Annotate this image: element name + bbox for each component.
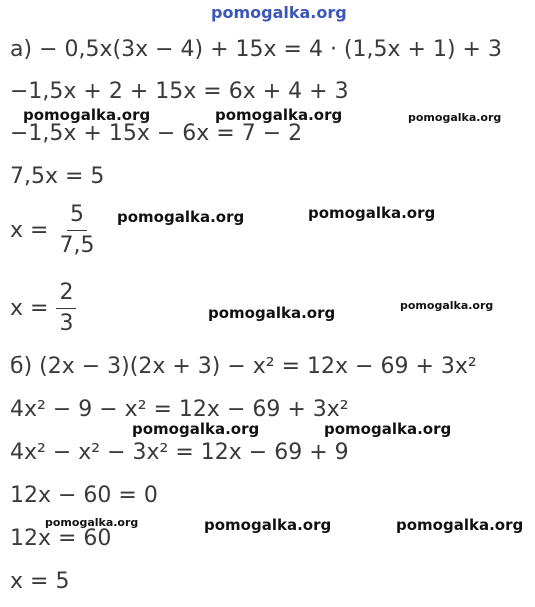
watermark-top: pomogalka.org	[211, 3, 347, 22]
watermark: pomogalka.org	[132, 420, 260, 438]
watermark: pomogalka.org	[400, 299, 494, 312]
watermark: pomogalka.org	[324, 420, 452, 438]
equation-b-line-1-text: (2x − 3)(2x + 3) − x² = 12x − 69 + 3x²	[32, 354, 477, 379]
equation-b-line-1	[10, 355, 477, 379]
equation-b-line-3: 4x² − x² − 3x² = 12x − 69 + 9	[10, 440, 349, 465]
equation-b-line-4: 12x − 60 = 0	[10, 483, 158, 508]
watermark: pomogalka.org	[215, 106, 343, 124]
equation-a-line-1	[10, 38, 502, 62]
equation-a-line-4: 7,5x = 5	[10, 164, 105, 189]
equation-b-line-6: x = 5	[10, 569, 70, 594]
watermark: pomogalka.org	[396, 516, 524, 534]
fraction-2-denominator: 3	[59, 311, 74, 336]
watermark: pomogalka.org	[408, 111, 502, 124]
fraction-2-numerator: 2	[56, 281, 76, 309]
watermark: pomogalka.org	[308, 204, 436, 222]
equation-a-line-2: −1,5x + 2 + 15x = 6x + 4 + 3	[10, 79, 349, 104]
fraction-1	[56, 203, 97, 258]
equation-a-line-3: −1,5x + 15x − 6x = 7 − 2	[10, 121, 303, 146]
fraction-1-numerator: 5	[67, 203, 87, 231]
equation-a-line-1-text: − 0,5x(3x − 4) + 15x = 4 · (1,5x + 1) + 3	[32, 37, 502, 62]
watermark: pomogalka.org	[204, 516, 332, 534]
watermark: pomogalka.org	[208, 304, 336, 322]
part-b-label: б)	[10, 354, 33, 379]
fraction-2	[56, 281, 76, 336]
equation-b-line-5: 12x = 60	[10, 526, 112, 551]
part-a-label: а)	[10, 37, 33, 62]
equation-a-fraction-1	[10, 203, 97, 258]
watermark: pomogalka.org	[45, 516, 139, 529]
equation-b-line-2: 4x² − 9 − x² = 12x − 69 + 3x²	[10, 397, 349, 422]
watermark: pomogalka.org	[23, 106, 151, 124]
watermark: pomogalka.org	[117, 208, 245, 226]
fraction-2-lhs: x =	[10, 296, 49, 321]
fraction-1-lhs: x =	[10, 218, 49, 243]
equation-a-fraction-2	[10, 281, 76, 336]
fraction-1-denominator: 7,5	[59, 233, 95, 258]
